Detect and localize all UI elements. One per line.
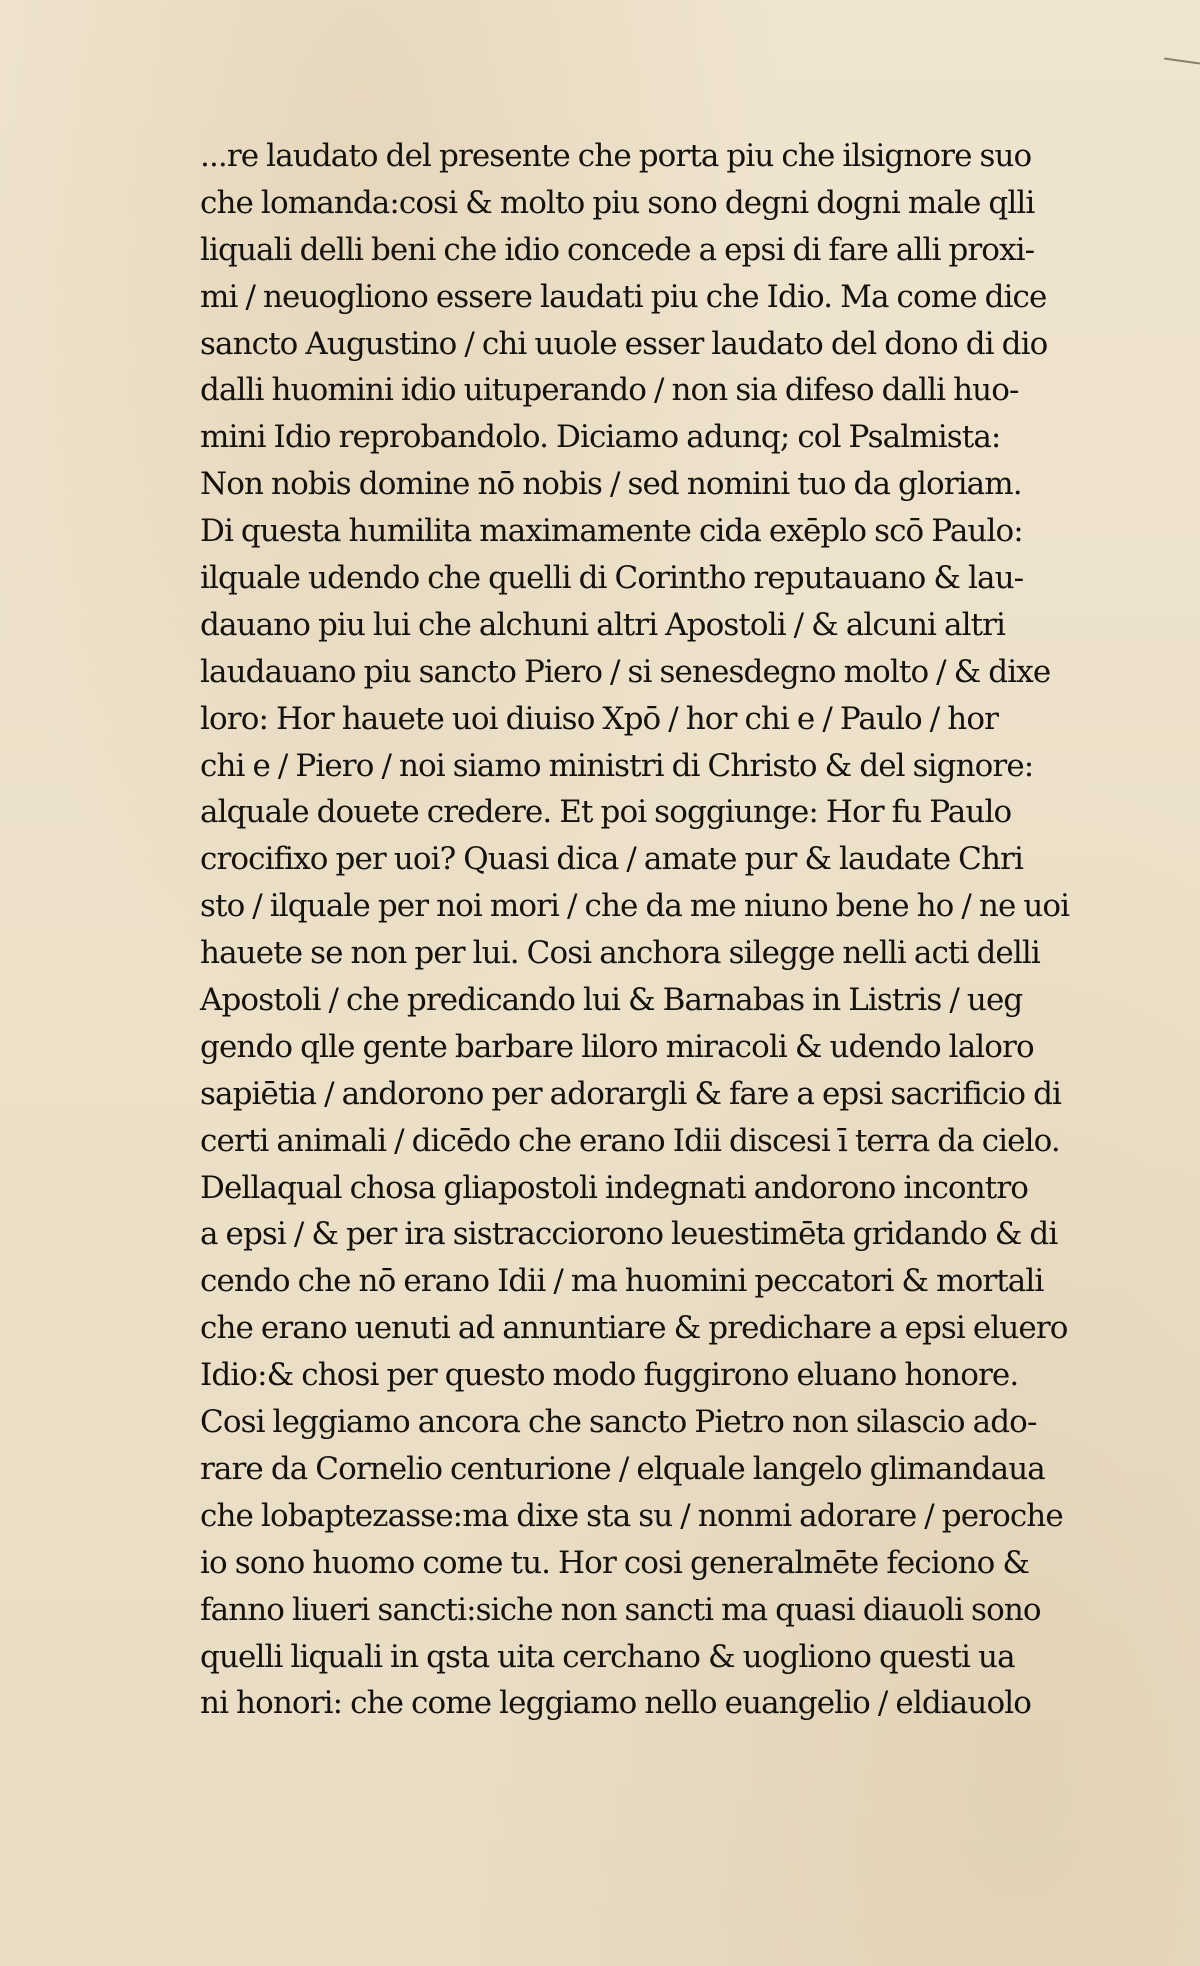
- text-line: mi / neuogliono essere laudati piu che Idio. Ma come dice: [200, 278, 1047, 315]
- text-line: crocifixo per uoi? Quasi dica / amate pur & laudate Chri: [200, 841, 1023, 878]
- text-line: io sono huomo come tu. Hor cosi generalmēte feciono &: [200, 1544, 1030, 1581]
- text-line: sapiētia / andorono per adorargli & fare a epsi sacrificio di: [200, 1075, 1062, 1112]
- text-line: laudauano piu sancto Piero / si senesdegno molto / & dixe: [200, 653, 1051, 690]
- text-line: Non nobis domine nō nobis / sed nomini tuo da gloriam.: [200, 466, 1022, 503]
- text-line: Idio:& chosi per questo modo fuggirono eluano honore.: [200, 1357, 1019, 1394]
- text-line: sancto Augustino / chi uuole esser laudato del dono di dio: [200, 325, 1048, 362]
- text-line: hauete se non per lui. Cosi anchora silegge nelli acti delli: [200, 935, 1040, 972]
- text-line: ...re laudato del presente che porta piu che ilsignore suo: [200, 138, 1032, 174]
- text-line: cendo che nō erano Idii / ma huomini peccatori & mortali: [200, 1263, 1044, 1300]
- text-line: alquale douete credere. Et poi soggiunge: Hor fu Paulo: [200, 794, 1012, 831]
- text-line: che lobaptezasse:ma dixe sta su / nonmi adorare / peroche: [200, 1497, 1063, 1534]
- text-line: Apostoli / che predicando lui & Barnabas in Listris / ueg: [200, 982, 1023, 1019]
- text-line: dalli huomini idio uituperando / non sia difeso dalli huo-: [200, 372, 1019, 409]
- text-line: Cosi leggiamo ancora che sancto Pietro non silascio ado-: [200, 1404, 1037, 1441]
- text-block: [200, 133, 1080, 1727]
- text-line: certi animali / dicēdo che erano Idii discesi ī terra da cielo.: [200, 1122, 1060, 1159]
- text-line: Di questa humilita maximamente cida exēplo scō Paulo:: [200, 513, 1023, 550]
- text-line: dauano piu lui che alchuni altri Apostoli / & alcuni altri: [200, 606, 1006, 643]
- text-line: liquali delli beni che idio concede a epsi di fare alli proxi-: [200, 231, 1035, 268]
- text-line: sto / ilquale per noi mori / che da me niuno bene ho / ne uoi: [200, 888, 1070, 925]
- text-line: ilquale udendo che quelli di Corintho reputauano & lau-: [200, 560, 1024, 597]
- text-line: ni honori: che come leggiamo nello euangelio / eldiauolo: [200, 1685, 1031, 1722]
- text-line: Dellaqual chosa gliapostoli indegnati andorono incontro: [200, 1169, 1029, 1206]
- page-edge-mark: [1164, 58, 1200, 65]
- text-line: rare da Cornelio centurione / elquale langelo glimandaua: [200, 1450, 1045, 1487]
- text-line: quelli liquali in qsta uita cerchano & uogliono questi ua: [200, 1638, 1015, 1675]
- text-line: gendo qlle gente barbare liloro miracoli & udendo laloro: [200, 1028, 1034, 1065]
- text-line: a epsi / & per ira sistracciorono leuestimēta gridando & di: [200, 1216, 1058, 1253]
- text-line: fanno liueri sancti:siche non sancti ma quasi diauoli sono: [200, 1591, 1041, 1628]
- text-line: loro: Hor hauete uoi diuiso Xpō / hor chi e / Paulo / hor: [200, 700, 999, 737]
- text-line: che lomanda:cosi & molto piu sono degni dogni male qlli: [200, 184, 1035, 221]
- text-line: mini Idio reprobandolo. Diciamo adunq; col Psalmista:: [200, 419, 1001, 456]
- text-line: che erano uenuti ad annuntiare & predichare a epsi eluero: [200, 1310, 1068, 1347]
- text-line: chi e / Piero / noi siamo ministri di Christo & del signore:: [200, 747, 1034, 784]
